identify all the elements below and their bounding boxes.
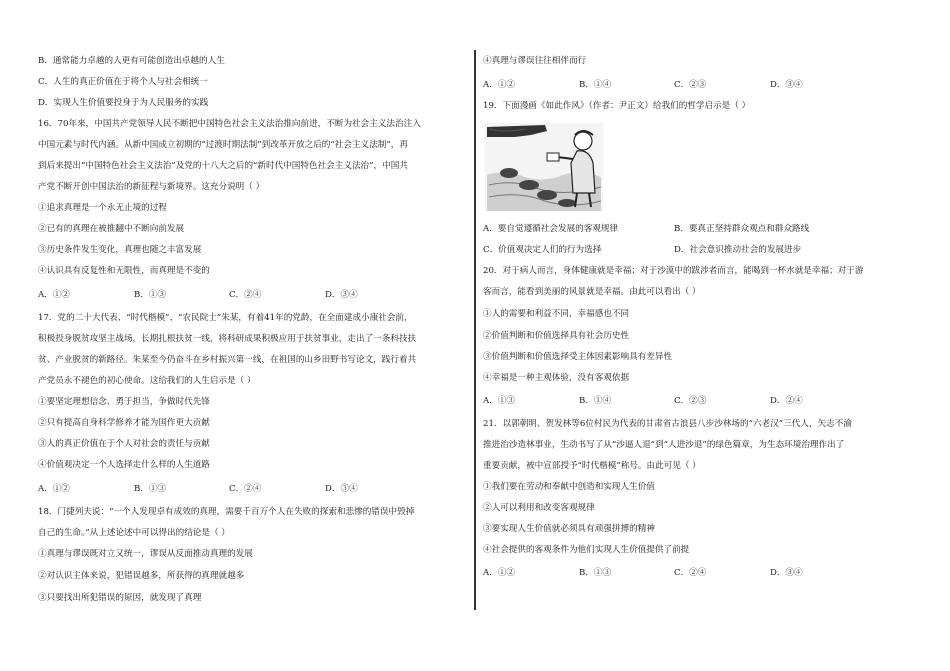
q18-stem-line: 18．门捷列夫说：“一个人发现卓有成效的真理，需要千百万个人在失败的探索和悲惨的错误中毁掉 bbox=[38, 507, 415, 517]
q16-option-b[interactable]: B．①③ bbox=[134, 290, 167, 300]
q17-option-c[interactable]: C．②④ bbox=[229, 484, 262, 494]
q20-option-a[interactable]: A．①③ bbox=[483, 396, 515, 406]
q18-option-d[interactable]: D．③④ bbox=[770, 80, 803, 90]
q15-option-c: C．人生的真正价值在于将个人与社会相统一 bbox=[38, 77, 208, 87]
q19-option-b[interactable]: B．要真正坚持群众观点和群众路线 bbox=[674, 224, 810, 234]
q16-option-a[interactable]: A．①② bbox=[38, 290, 70, 300]
q16-stem-line: 产党不断开创中国法治的新征程与新境界。这充分说明（ ） bbox=[38, 182, 265, 192]
q21-option-a[interactable]: A．①② bbox=[483, 568, 515, 578]
q21-option-c[interactable]: C．②④ bbox=[674, 568, 707, 578]
q17-statement: ④价值观决定一个人选择走什么样的人生道路 bbox=[38, 460, 210, 470]
q17-option-b[interactable]: B．①③ bbox=[134, 484, 167, 494]
q18-stem-line: 自己的生命。”从上述论述中可以得出的结论是（ ） bbox=[38, 528, 230, 538]
q16-stem-line: 中国元素与时代内涵。从新中国成立初期的“过渡时期法制”到改革开放之后的“社会主义法制”，再 bbox=[38, 140, 408, 150]
q21-statement: ②人可以利用和改变客观规律 bbox=[483, 503, 595, 513]
q20-stem-line: 20．对于病人而言，身体健康就是幸福；对于沙漠中的跋涉者而言，能喝到一杯水就是幸福；对于游 bbox=[483, 266, 864, 276]
q20-statement: ③价值判断和价值选择受主体因素影响具有差异性 bbox=[483, 352, 673, 362]
q21-stem-line: 21．以郭朝明、贺发林等6位村民为代表的甘肃省古浪县八步沙林场的“六老汉”三代人，矢志不渝 bbox=[483, 419, 852, 429]
q18-option-c[interactable]: C．②③ bbox=[674, 80, 707, 90]
q15-option-d: D．实现人生价值要投身于为人民服务的实践 bbox=[38, 98, 209, 108]
q21-statement: ③要实现人生价值就必须具有顽强拼搏的精神 bbox=[483, 524, 655, 534]
q18-statement: ②对认识主体来说，犯错误越多，所获得的真理就越多 bbox=[38, 571, 245, 581]
q17-stem-line: 产党员永不褪色的初心使命。这给我们的人生启示是（ ） bbox=[38, 376, 256, 386]
q20-option-b[interactable]: B．①④ bbox=[579, 396, 612, 406]
q17-statement: ①要坚定理想信念、勇于担当，争做时代先锋 bbox=[38, 397, 210, 407]
q19-option-d[interactable]: D．社会意识推动社会的发展进步 bbox=[674, 245, 802, 255]
q17-stem-line: 17．党的二十大代表、“时代楷模”、“农民院士”朱某，有着41年的党龄，在全面建成小康社会前， bbox=[38, 313, 413, 323]
q20-option-d[interactable]: D．②④ bbox=[770, 396, 803, 406]
q21-option-b[interactable]: B．①③ bbox=[579, 568, 612, 578]
q21-statement: ④社会提供的客观条件为他们实现人生价值提供了前提 bbox=[483, 545, 690, 555]
q20-option-c[interactable]: C．②③ bbox=[674, 396, 707, 406]
q20-statement: ④幸福是一种主观体验，没有客观依据 bbox=[483, 373, 630, 383]
q18-option-a[interactable]: A．①② bbox=[483, 80, 515, 90]
cartoon-image bbox=[485, 123, 603, 211]
q16-stem-line: 16．70年来，中国共产党领导人民不断把中国特色社会主义法治推向前进，不断为社会主义法治注入 bbox=[38, 119, 421, 129]
q18-option-b[interactable]: B．①④ bbox=[579, 80, 612, 90]
q17-stem-line: 贫、产业脱贫的新路径。朱某至今仍奋斗在乡村振兴第一线，在祖国的山乡田野书写论文，践行着共 bbox=[38, 355, 417, 365]
q20-stem-line: 客而言，能看到美丽的风景就是幸福。由此可以看出（ ） bbox=[483, 287, 701, 297]
q15-option-b: B．通常能力卓越的人更有可能创造出卓越的人生 bbox=[38, 56, 225, 66]
q21-stem-line: 推进治沙造林事业，生动书写了从“沙逼人退”到“人进沙退”的绿色篇章，为生态环境治理作出了 bbox=[483, 440, 845, 450]
q19-option-c[interactable]: C．价值观决定人们的行为选择 bbox=[483, 245, 602, 255]
q17-statement: ②只有提高自身科学修养才能为国作更大贡献 bbox=[38, 418, 210, 428]
q16-statement: ①追求真理是一个永无止境的过程 bbox=[38, 203, 167, 213]
q20-statement: ②价值判断和价值选择具有社会历史性 bbox=[483, 331, 630, 341]
q17-statement: ③人的真正价值在于个人对社会的责任与贡献 bbox=[38, 439, 210, 449]
column-divider bbox=[474, 50, 476, 610]
q21-stem-line: 重要贡献，被中宣部授予“时代楷模”称号。由此可见（ ） bbox=[483, 461, 701, 471]
q16-statement: ③历史条件发生变化，真理也随之丰富发展 bbox=[38, 245, 202, 255]
q21-option-d[interactable]: D．③④ bbox=[770, 568, 803, 578]
q17-option-a[interactable]: A．①② bbox=[38, 484, 70, 494]
q16-statement: ②已有的真理在被推翻中不断向前发展 bbox=[38, 224, 185, 234]
q17-option-d[interactable]: D．③④ bbox=[325, 484, 358, 494]
q17-stem-line: 积极投身脱贫攻坚主战场，长期扎根扶贫一线，将科研成果积极应用于扶贫事业，走出了一条科技扶 bbox=[38, 334, 417, 344]
q21-statement: ①我们要在劳动和奉献中创造和实现人生价值 bbox=[483, 482, 655, 492]
q18-statement: ①真理与谬误既对立又统一，谬误从反面推动真理的发展 bbox=[38, 549, 253, 559]
q16-statement: ④认识具有反复性和无限性，而真理是不变的 bbox=[38, 266, 210, 276]
q16-option-c[interactable]: C．②④ bbox=[229, 290, 262, 300]
q16-option-d[interactable]: D．③④ bbox=[325, 290, 358, 300]
q18-statement: ④真理与谬误往往相伴而行 bbox=[483, 56, 587, 66]
q18-statement: ③只要找出所犯错误的原因，就发现了真理 bbox=[38, 593, 202, 603]
q19-option-a[interactable]: A．要自觉遵循社会发展的客观规律 bbox=[483, 224, 619, 234]
q20-statement: ①人的需要和利益不同，幸福感也不同 bbox=[483, 309, 630, 319]
q16-stem-line: 到后来提出“中国特色社会主义法治”及党的十八大之后的“新时代中国特色社会主义法治”，中国共 bbox=[38, 161, 408, 171]
q19-stem: 19．下面漫画《如此作风》（作者：尹正文）给我们的哲学启示是（ ） bbox=[483, 101, 751, 111]
